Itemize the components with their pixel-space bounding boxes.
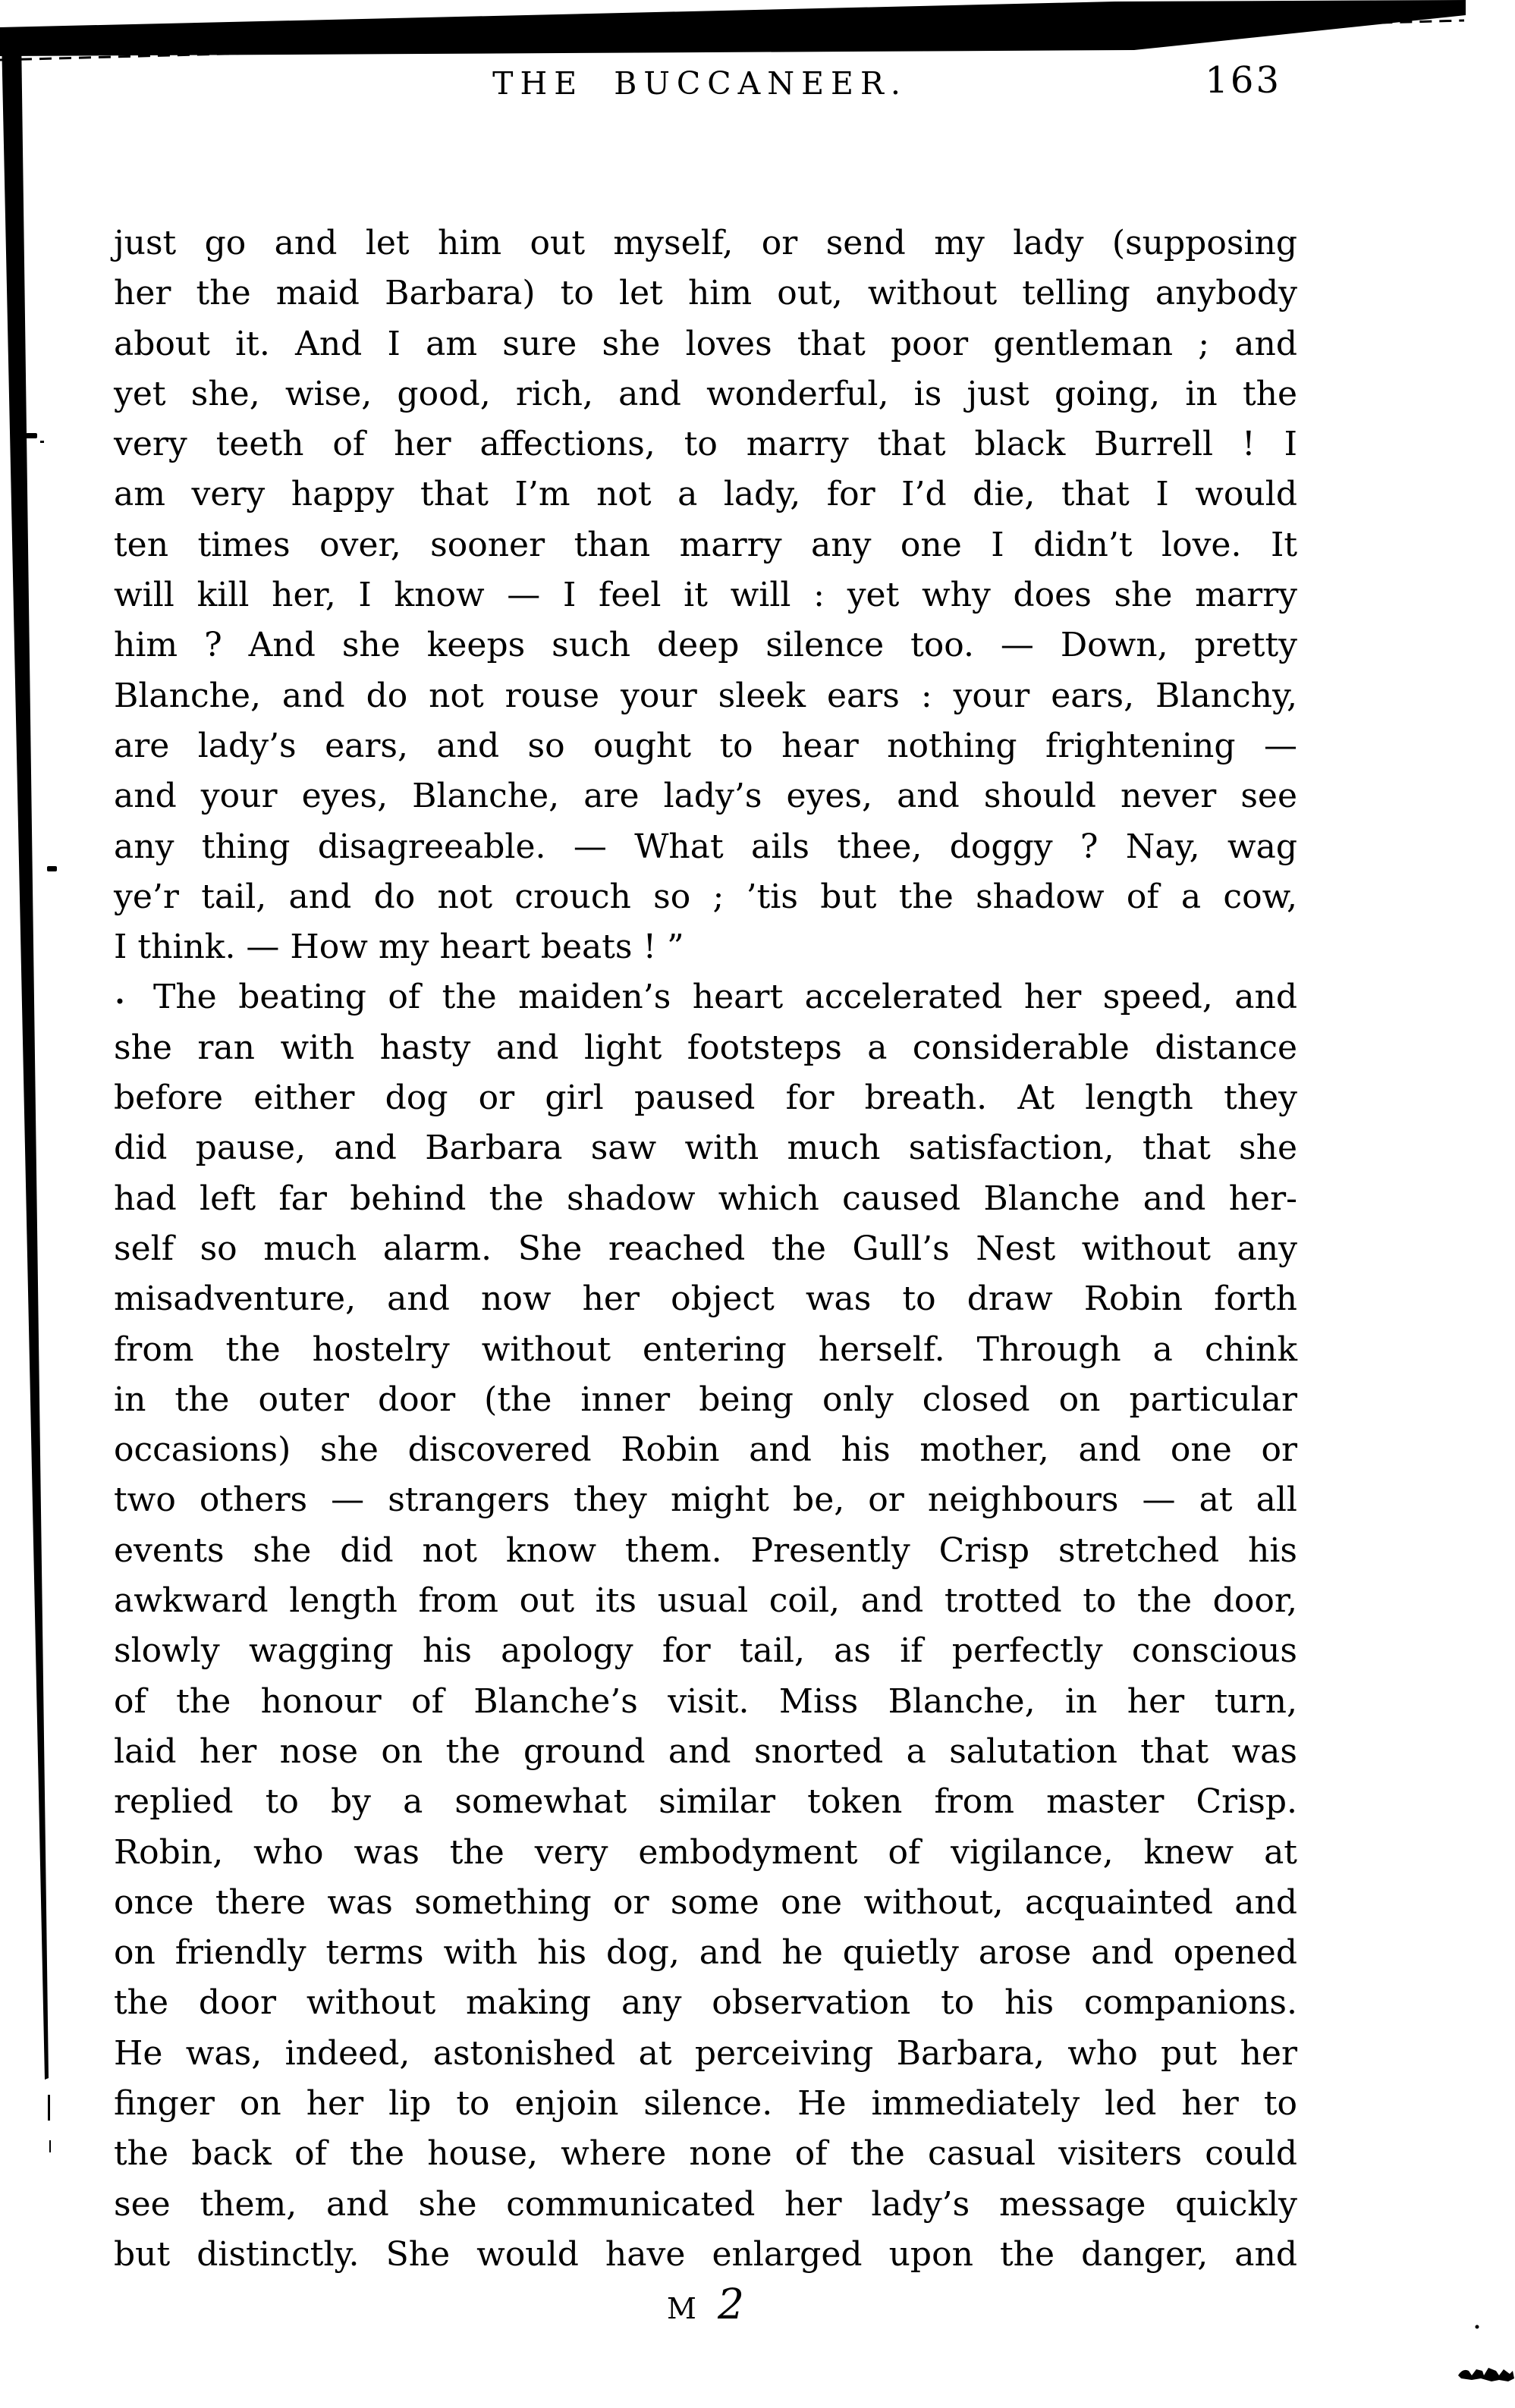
text-line: did pause, and Barbara saw with much satisfaction, that she xyxy=(114,1129,1297,1168)
text-line: will kill her, I know — I feel it will : yet why does she marry xyxy=(114,576,1297,615)
text-line: just go and let him out myself, or send my lady (supposing xyxy=(114,224,1297,262)
text-line: of the honour of Blanche’s visit. Miss Blanche, in her turn, xyxy=(114,1681,1297,1721)
text-line: Robin, who was the very embodyment of vigilance, knew at xyxy=(114,1832,1297,1872)
text-line: two others — strangers they might be, or neighbours — at all xyxy=(114,1480,1297,1520)
text-line: any thing disagreeable. — What ails thee, doggy ? Nay, wag xyxy=(114,827,1297,866)
text-line: in the outer door (the inner being only closed on particular xyxy=(114,1380,1297,1419)
scan-corner-dot xyxy=(1476,2325,1479,2329)
text-line: am very happy that I’m not a lady, for I’d die, that I would xyxy=(114,475,1297,514)
text-line: yet she, wise, good, rich, and wonderful, is just going, in the xyxy=(114,374,1297,413)
signature-mark xyxy=(114,2281,1297,2337)
text-line: events she did not know them. Presently Crisp stretched his xyxy=(114,1531,1297,1570)
text-line: the door without making any observation to his companions. xyxy=(114,1983,1297,2023)
scan-spine-dash xyxy=(48,2095,50,2121)
scan-margin-dash-1 xyxy=(26,433,37,438)
text-line: ten times over, sooner than marry any one I didn’t love. It xyxy=(114,525,1297,564)
text-line: awkward length from out its usual coil, and trotted to the door, xyxy=(114,1581,1297,1621)
text-line: on friendly terms with his dog, and he quietly arose and opened xyxy=(114,1933,1297,1973)
text-line: I think. — How my heart beats ! ” xyxy=(114,928,684,967)
text-line: slowly wagging his apology for tail, as if perfectly conscious xyxy=(114,1631,1297,1671)
text-line: self so much alarm. She reached the Gull’s Nest without any xyxy=(114,1229,1297,1268)
text-line: had left far behind the shadow which caused Blanche and her- xyxy=(114,1179,1297,1218)
scan-margin-dot-1 xyxy=(40,441,44,443)
page-number: 163 xyxy=(1205,59,1281,102)
scan-top-band xyxy=(0,0,1466,56)
text-line: replied to by a somewhat similar token from master Crisp. xyxy=(114,1782,1297,1822)
text-line: her the maid Barbara) to let him out, without telling anybody xyxy=(114,274,1297,313)
text-line: Blanche, and do not rouse your sleek ears : your ears, Blanchy, xyxy=(114,676,1297,715)
text-line: from the hostelry without entering herself. Through a chink xyxy=(114,1330,1297,1369)
text-line: but distinctly. She would have enlarged upon the danger, and xyxy=(114,2234,1297,2274)
page-title: THE BUCCANEER. xyxy=(492,65,907,102)
text-line: about it. And I am sure she loves that poor gentleman ; and xyxy=(114,324,1297,363)
scan-spine-dot xyxy=(49,2140,51,2152)
text-line: him ? And she keeps such deep silence too. — Down, pretty xyxy=(114,626,1297,665)
text-line: and your eyes, Blanche, are lady’s eyes, and should never see xyxy=(114,777,1297,816)
text-line: very teeth of her affections, to marry that black Burrell ! I xyxy=(114,425,1297,464)
scan-top-band-edge xyxy=(0,20,1464,60)
text-line: The beating of the maiden’s heart accelerated her speed, and xyxy=(153,978,1297,1017)
text-line: she ran with hasty and light footsteps a considerable distance xyxy=(114,1028,1297,1067)
scan-corner-streak xyxy=(1458,2368,1514,2381)
text-line: finger on her lip to enjoin silence. He immediately led her to xyxy=(114,2083,1297,2123)
text-line: ye’r tail, and do not crouch so ; ’tis but the shadow of a cow, xyxy=(114,877,1297,916)
text-line: see them, and she communicated her lady’s message quickly xyxy=(114,2184,1297,2224)
text-line: the back of the house, where none of the casual visiters could xyxy=(114,2134,1297,2174)
text-block xyxy=(114,218,1297,2280)
text-line: before either dog or girl paused for breath. At length they xyxy=(114,1078,1297,1118)
text-line: laid her nose on the ground and snorted a salutation that was xyxy=(114,1731,1297,1771)
text-line: once there was something or some one without, acquainted and xyxy=(114,1882,1297,1922)
scan-margin-dash-2 xyxy=(47,866,57,871)
signature-letter: M xyxy=(667,2292,696,2325)
text-line: misadventure, and now her object was to draw Robin forth xyxy=(114,1279,1297,1319)
scan-spine-line xyxy=(2,35,49,2080)
text-line: He was, indeed, astonished at perceiving Barbara, who put her xyxy=(114,2033,1297,2073)
text-line: occasions) she discovered Robin and his mother, and one or xyxy=(114,1430,1297,1470)
text-line: are lady’s ears, and so ought to hear nothing frightening — xyxy=(114,726,1297,765)
running-head xyxy=(114,59,1286,111)
signature-number: 2 xyxy=(717,2280,744,2328)
